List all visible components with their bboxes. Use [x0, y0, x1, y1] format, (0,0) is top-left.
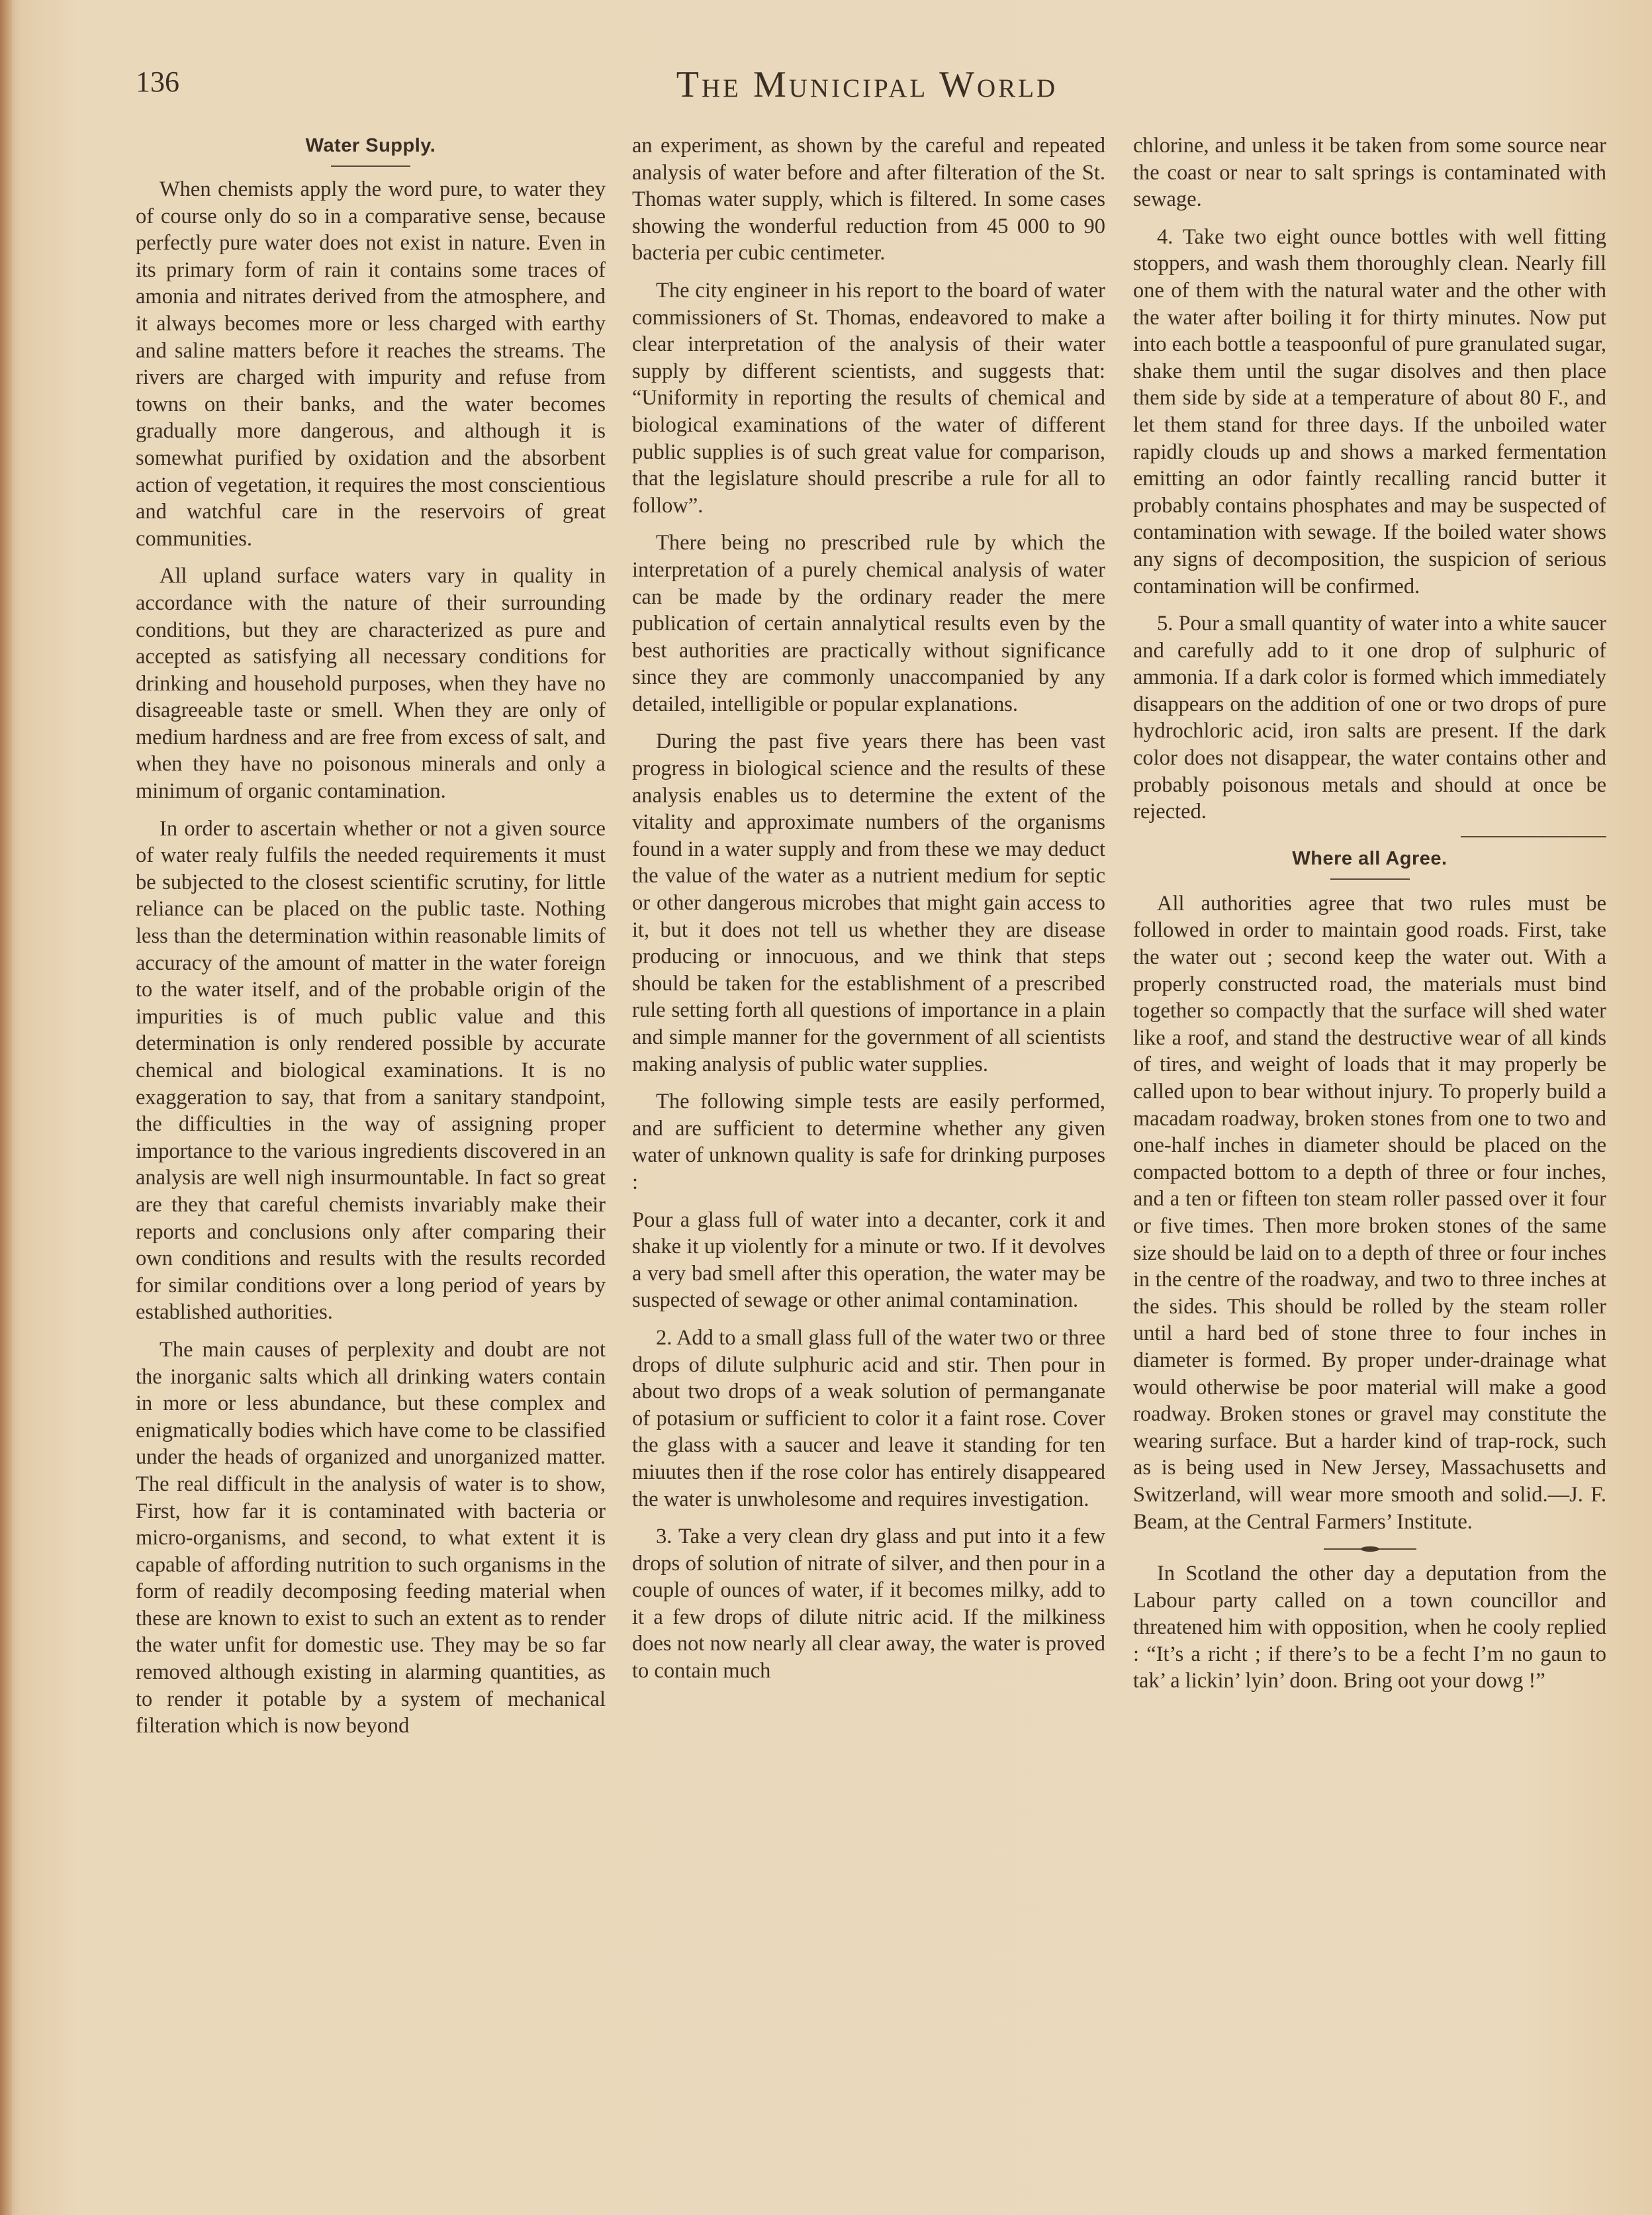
test-paragraph: 3. Take a very clean dry glass and put into it a few drops of solution of nitrate of silver, and then pour in a couple of ounces of water, if it becomes milky, add to it a few drops of dilute nitric acid. If the milkiness does not now nearly all clear away, the water is proved to contain much — [632, 1525, 1105, 1683]
article-paragraph: When chemists apply the word pure, to water they of course only do so in a comparative sense, because perfectly pure water does not exist in nature. Even in its primary form of rain it contains some traces of amonia and nitrates derived from the atmosphere, and it always becomes more or less charged with earthy and saline matters before it reaches the streams. The rivers are charged with impurity and refuse from towns on their banks, and the water becomes gradually more dangerous, and although it is somewhat purified by oxidation and the absorbent action of vegetation, it requires the most conscientious and watchful care in the reservoirs of great communities. — [136, 177, 606, 551]
ornament-divider — [1324, 1547, 1416, 1551]
article-paragraph: The following simple tests are easily performed, and are sufficient to determine whether any given water of unknown quality is safe for drinking purposes : — [632, 1090, 1105, 1194]
test-paragraph: Pour a glass full of water into a decanter, cork it and shake it up violently for a minute or two. If it devolves a very bad smell after this operation, the water may be suspected of sewage or other animal contamination. — [632, 1207, 1105, 1313]
article-paragraph: There being no prescribed rule by which the interpretation of a purely chemical analysis of water can be made by the ordinary reader the mere publication of certain annalytical results even by the best authorities are practically without significance since they are commonly unaccompanied by any detailed, intelligible or popular explanations. — [632, 531, 1105, 716]
test-paragraph: 4. Take two eight ounce bottles with well fitting stoppers, and wash them thoroughly clean. Nearly fill one of them with the natural water and the other with the water after boiling it for thirty minutes. Now put into each bottle a teaspoonful of pure granulated sugar, shake them until the sugar disolves and then place them side by side at a temperature of about 80 F., and let them stand for three days. If the unboiled water rapidly clouds up and shows a marked fermentation emitting an odor faintly recalling rancid butter it probably contains phosphates and may be suspected of contamination with sewage. If the boiled water shows any signs of decomposition, the suspicion of serious contamination will be confirmed. — [1133, 224, 1606, 598]
article-paragraph: an experiment, as shown by the careful and repeated analysis of water before and after filteration of the St. Thomas water supply, which is filtered. In some cases showing the wonderful reduction from 45 000 to 90 bacteria per cubic centimeter. — [632, 134, 1105, 265]
article-paragraph: The main causes of perplexity and doubt are not the inorganic salts which all drinking waters contain in more or less abundance, but these complex and enigmatically bodies which have come to be classified under the heads of organized and unorganized matter. The real difficult in the analysis of water is to show, First, how far it is contaminated with bacteria or micro-organisms, and second, to what extent it is capable of affording nutrition to such organisms in the form of readily decomposing feeding material when these are known to exist to such an extent as to render the water unfit for domestic use. They may be so far removed although existing in alarming quantities, as to render it potable by a system of mechanical filteration which is now beyond — [136, 1337, 606, 1738]
running-title: The Municipal World — [676, 64, 1058, 105]
page-edge — [0, 0, 12, 2215]
article-heading-water-supply: Water Supply. — [305, 135, 436, 156]
column-2 — [632, 132, 1105, 2171]
heading-rule — [1330, 878, 1410, 880]
heading-rule — [331, 165, 410, 167]
article-paragraph: All upland surface waters vary in quality in accordance with the nature of their surrounding conditions, but they are characterized as pure and accepted as satisfying all necessary conditions for drinking and household purposes, when they have no disagreeable taste or smell. When they are only of medium hardness and are free from excess of salt, and when they have no poisonous minerals and only a minimum of organic contamination. — [136, 564, 606, 804]
page-header — [136, 65, 1598, 111]
article-paragraph: All authorities agree that two rules must be followed in order to maintain good roads. First, take the water out ; second keep the water out. With a properly constructed road, the materials must bind together so compactly that the surface will shed water like a roof, and stand the destructive wear of all kinds of tires, and weight of loads that it may properly be called upon to bear without injury. To properly build a macadam roadway, broken stones from one to two and one-half inches in diameter should be placed on the compacted bottom to a depth of three or four inches, and a ten or fifteen ton steam roller passed over it four or five times. Then more broken stones of the same size should be laid on to a depth of three or four inches in the centre of the roadway, and two to three inches at the sides. This should be rolled by the steam roller until a hard bed of stone three to four inches in diameter is formed. By proper under-drainage what would otherwise be poor material will make a good roadway. Broken stones or gravel may constitute the wearing surface. But a harder kind of trap-rock, such as is being used in New Jersey, Massachusetts and Switzerland, will wear more smooth and solid.—J. F. Beam, at the Central Farmers’ Institute. — [1133, 891, 1606, 1534]
article-paragraph: During the past five years there has been vast progress in biological science and the results of these analysis enables us to determine the extent of the vitality and approximate numbers of the organisms found in a water supply and from these we may deduct the value of the water as a nutrient medium for septic or other dangerous microbes that might gain access to it, but it does not tell us whether they are disease producing or innocuous, and we think that steps should be taken for the establishment of a prescribed rule setting forth all questions of importance in a plain and simple manner for the government of all scientists making analysis of public water supplies. — [632, 730, 1105, 1076]
article-paragraph: The city engineer in his report to the board of water commissioners of St. Thomas, endeavored to make a clear interpretation of the analysis of their water supply by different scientists, and suggests that: “Uniformity in reporting the results of chemical and biological examinations of the water of different public supplies is of such great value for comparison, that the legislature should prescribe a rule for all to follow”. — [632, 278, 1105, 518]
article-paragraph: In order to ascertain whether or not a given source of water realy fulfils the needed requirements it must be subjected to the closest scientific scrutiny, for little reliance can be placed on the public taste. Nothing less than the determination within reasonable limits of accuracy of the amount of matter in the water foreign to the water itself, and of the probable origin of the impurities is of much public value and this determination is only rendered possible by accurate chemical and biological examinations. It is no exaggeration to say, that from a sanitary standpoint, the difficulties in the way of assigning proper importance to the various ingredients discovered in an analysis are well nigh insurmountable. In fact so great are they that careful chemists invariably make their reports and conclusions only after comparing their own conditions and results with the results recorded for similar conditions over a long period of years by established authorities. — [136, 816, 606, 1325]
article-heading-where-all-agree: Where all Agree. — [1292, 847, 1447, 869]
test-paragraph: 2. Add to a small glass full of the water two or three drops of dilute sulphuric acid and stir. Then pour in about two drops of a weak solution of permanganate of potasium or sufficient to color it a faint rose. Cover the glass with a saucer and leave it standing for ten miuutes then if the rose color has entirely disappeared the water is unwholesome and requires investigation. — [632, 1325, 1105, 1511]
section-rule — [1461, 836, 1606, 837]
page-number: 136 — [136, 66, 179, 98]
column-3 — [1133, 132, 1606, 2171]
column-1 — [136, 132, 606, 2171]
test-paragraph: 5. Pour a small quantity of water into a white saucer and carefully add to it one drop of sulphuric of ammonia. If a dark color is formed which immediately disappears on the addition of one or two drops of pure hydrochloric acid, iron salts are present. If the dark color does not disappear, the water contains other and probably poisonous metals and should at once be rejected. — [1133, 612, 1606, 824]
anecdote-paragraph: In Scotland the other day a deputation from the Labour party called on a town councillor and threatened him with opposition, when he cooly replied : “It’s a richt ; if there’s to be a fecht I’m no gaun to tak’ a lickin’ lyin’ doon. Bring oot your dowg !” — [1133, 1562, 1606, 1693]
article-paragraph: chlorine, and unless it be taken from some source near the coast or near to salt springs is contaminated with sewage. — [1133, 134, 1606, 212]
